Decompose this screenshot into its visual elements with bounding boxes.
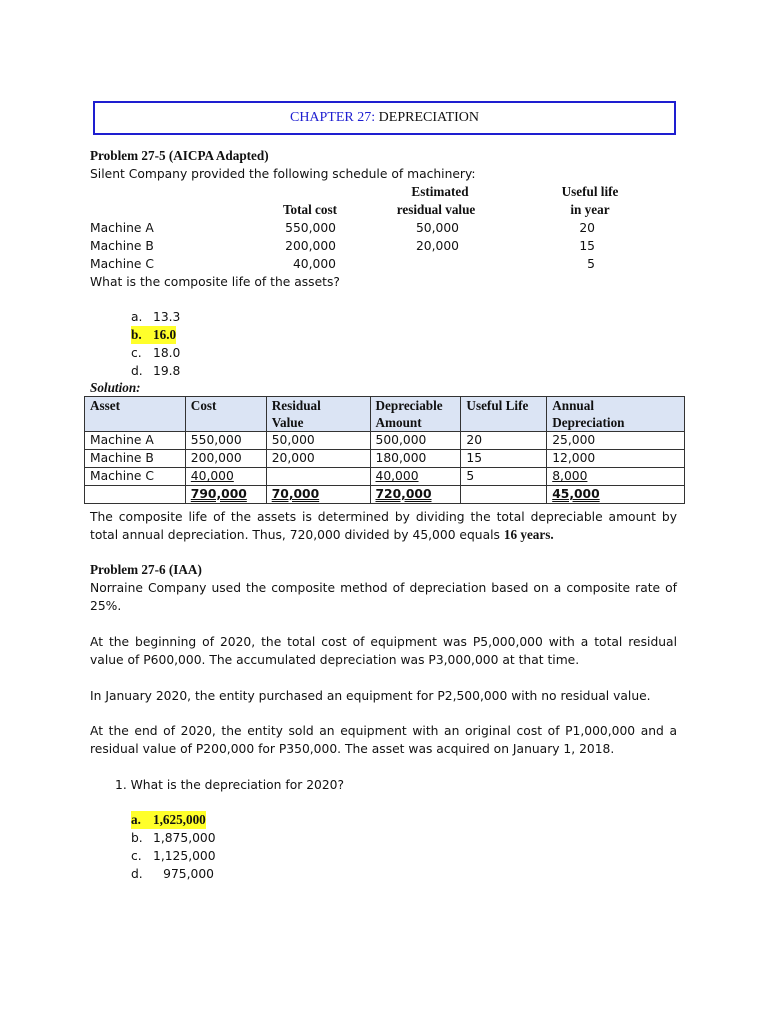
option-item [131, 362, 180, 380]
table-header-row [85, 397, 685, 432]
table-cell: 50,000 [266, 432, 370, 450]
table-total-row [85, 486, 685, 504]
option-item [131, 344, 180, 362]
table-header: Useful Life [461, 397, 547, 432]
table-cell: 5 [461, 468, 547, 486]
option-value: 13.3 [153, 310, 181, 324]
option-label: c. [131, 346, 142, 360]
problem-1-intro: Silent Company provided the following schedule of machinery: [90, 167, 476, 181]
table-cell: 12,000 [547, 450, 685, 468]
problem-2-paragraph: Norraine Company used the composite method of depreciation based on a composite rate of 25%. [90, 581, 677, 613]
chapter-title: DEPRECIATION [378, 110, 480, 125]
problem-2-paragraph: At the beginning of 2020, the total cost of equipment was P5,000,000 with a total residual value of P600,000. The accumulated depreciation was P3,000,000 at that time. [90, 635, 677, 667]
table-cell: 40,000 [370, 468, 461, 486]
option-item [131, 865, 214, 883]
option-label: c. [131, 849, 142, 863]
schedule-row-life: 20 [579, 221, 595, 235]
problem-1-heading: Problem 27-5 (AICPA Adapted) [90, 148, 269, 163]
problem-2-paragraph: In January 2020, the entity purchased an equipment for P2,500,000 with no residual value. [90, 689, 651, 703]
option-label: b. [131, 327, 142, 342]
header-residual-line1: Estimated [411, 184, 469, 199]
table-header: Residual Value [266, 397, 370, 432]
option-item [131, 829, 216, 847]
table-cell: Machine A [85, 432, 186, 450]
schedule-row-residual: 50,000 [415, 221, 459, 235]
schedule-row-life: 5 [587, 257, 595, 271]
table-cell: 20 [461, 432, 547, 450]
solution-label: Solution: [90, 380, 141, 395]
option-label: b. [131, 831, 143, 845]
schedule-row-name: Machine A [90, 221, 154, 235]
schedule-row-name: Machine B [90, 239, 154, 253]
table-cell: 25,000 [547, 432, 685, 450]
header-life-line1: Useful life [561, 184, 619, 199]
problem-2-paragraph: At the end of 2020, the entity sold an equipment with an original cost of P1,000,000 and a residual value of P200,000 for P350,000. The asset was acquired on January 1, 2018. [90, 724, 677, 756]
conclusion-answer: 16 years. [503, 527, 554, 542]
table-total-cell: 45,000 [547, 486, 685, 504]
option-label: a. [131, 812, 141, 827]
table-row [85, 450, 685, 468]
option-item-correct [131, 326, 176, 344]
table-cell: 20,000 [266, 450, 370, 468]
table-cell: Machine C [85, 468, 186, 486]
solution-table [84, 396, 685, 504]
table-cell: 40,000 [185, 468, 266, 486]
table-cell: 500,000 [370, 432, 461, 450]
table-row [85, 432, 685, 450]
table-cell [461, 486, 547, 504]
option-value: 16.0 [153, 327, 177, 342]
table-total-cell: 70,000 [266, 486, 370, 504]
problem-2-question: 1. What is the depreciation for 2020? [115, 778, 345, 792]
option-item-correct [131, 811, 206, 829]
table-cell: Machine B [85, 450, 186, 468]
table-header: Annual Depreciation [547, 397, 685, 432]
table-header: Asset [85, 397, 186, 432]
table-header: Cost [185, 397, 266, 432]
option-value: 1,625,000 [153, 812, 206, 827]
table-cell: 180,000 [370, 450, 461, 468]
header-life-line2: in year [570, 202, 610, 217]
table-row [85, 468, 685, 486]
schedule-row-residual [380, 255, 459, 273]
header-residual-line2: residual value [396, 202, 476, 217]
schedule-row-name: Machine C [90, 257, 154, 271]
option-value: 1,875,000 [153, 831, 216, 845]
problem-2-heading: Problem 27-6 (IAA) [90, 562, 202, 577]
option-label: d. [131, 364, 143, 378]
schedule-row-life: 15 [579, 239, 595, 253]
table-total-cell: 790,000 [185, 486, 266, 504]
chapter-number: CHAPTER 27: [289, 110, 376, 125]
schedule-row-cost: 200,000 [285, 239, 336, 253]
option-value: 1,125,000 [153, 849, 216, 863]
option-label: d. [131, 867, 143, 881]
schedule-row-cost: 40,000 [292, 257, 336, 271]
table-cell: 550,000 [185, 432, 266, 450]
chapter-title-box [93, 101, 676, 135]
problem-1-question: What is the composite life of the assets? [90, 275, 340, 289]
solution-conclusion: The composite life of the assets is determined by dividing the total depreciable amount by total annual depreciation. Thus, 720,000 divided by 45,000 equals 16 years. [90, 510, 677, 542]
schedule-row-residual: 20,000 [415, 239, 459, 253]
header-total-cost: Total cost [282, 202, 338, 217]
table-cell: 15 [461, 450, 547, 468]
table-header: Depreciable Amount [370, 397, 461, 432]
option-item [131, 308, 180, 326]
option-label: a. [131, 310, 143, 324]
option-value: 975,000 [163, 867, 214, 881]
option-item [131, 847, 216, 865]
table-cell: 8,000 [547, 468, 685, 486]
option-value: 18.0 [153, 346, 181, 360]
schedule-row-cost: 550,000 [285, 221, 336, 235]
option-value: 19.8 [153, 364, 181, 378]
table-cell [85, 486, 186, 504]
table-cell: 200,000 [185, 450, 266, 468]
table-total-cell: 720,000 [370, 486, 461, 504]
table-cell [266, 468, 370, 486]
